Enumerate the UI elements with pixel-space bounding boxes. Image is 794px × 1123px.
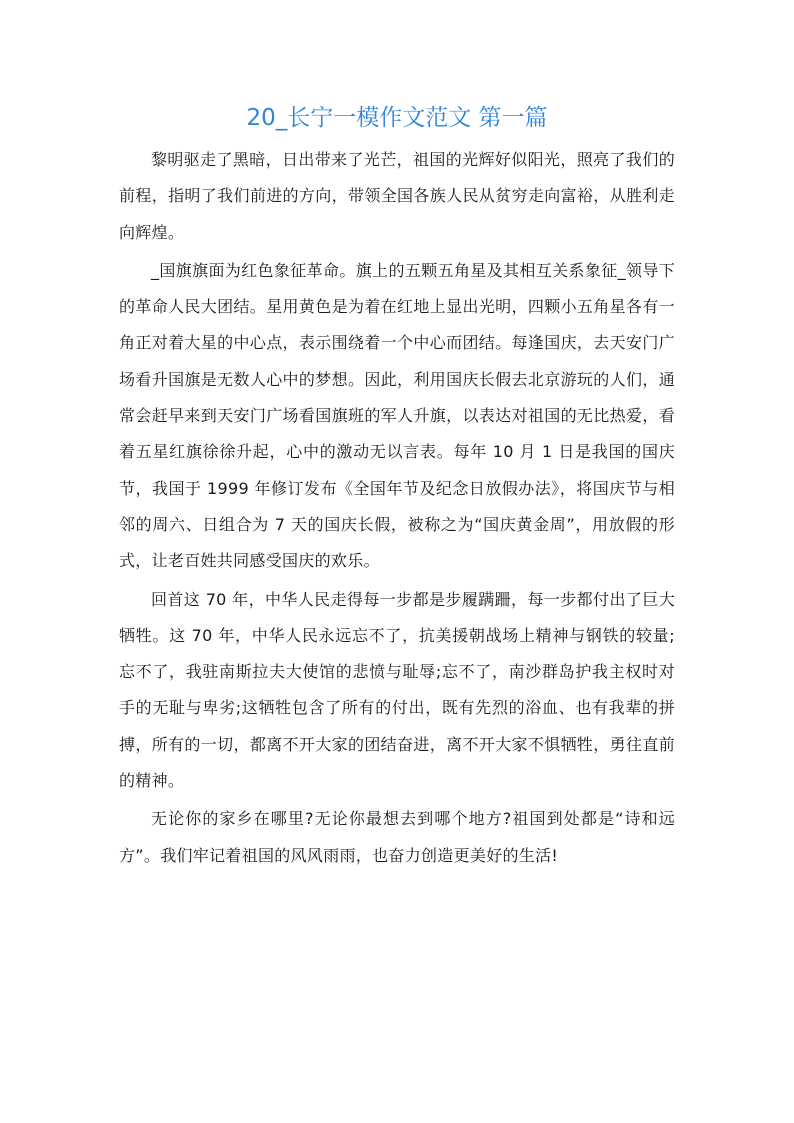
document-body	[119, 142, 675, 876]
paragraph-4: 无论你的家乡在哪里?无论你最想去到哪个地方?祖国到处都是“诗和远方”。我们牢记着祖国的风风雨雨，也奋力创造更美好的生活!	[119, 809, 675, 865]
paragraph-3: 回首这 70 年，中华人民走得每一步都是步履蹒跚，每一步都付出了巨大牺牲。这 70 年，中华人民永远忘不了，抗美援朝战场上精神与钢铁的较量;忘不了，我驻南斯拉夫大使馆的悲愤与耻辱;忘不了，南沙群岛护我主权时对手的无耻与卑劣;这牺牲包含了所有的付出，既有先烈的浴血、也有我辈的拼搏，所有的一切，都离不开大家的团结奋进，离不开大家不惧牺牲，勇往直前的精神。	[119, 589, 675, 791]
paragraph-2: _国旗旗面为红色象征革命。旗上的五颗五角星及其相互关系象征_领导下的革命人民大团结。星用黄色是为着在红地上显出光明，四颗小五角星各有一角正对着大星的中心点，表示围绕着一个中心而团结。每逢国庆，去天安门广场看升国旗是无数人心中的梦想。因此，利用国庆长假去北京游玩的人们，通常会赶早来到天安门广场看国旗班的军人升旗，以表达对祖国的无比热爱，看着五星红旗徐徐升起，心中的激动无以言表。每年 10 月 1 日是我国的国庆节，我国于 1999 年修订发布《全国年节及纪念日放假办法》，将国庆节与相邻的周六、日组合为 7 天的国庆长假，被称之为“国庆黄金周”，用放假的形式，让老百姓共同感受国庆的欢乐。	[119, 260, 675, 571]
document-title: 20_长宁一模作文范文 第一篇	[246, 105, 548, 131]
paragraph-1: 黎明驱走了黑暗，日出带来了光芒，祖国的光辉好似阳光，照亮了我们的前程，指明了我们前进的方向，带领全国各族人民从贫穷走向富裕，从胜利走向辉煌。	[119, 150, 675, 242]
